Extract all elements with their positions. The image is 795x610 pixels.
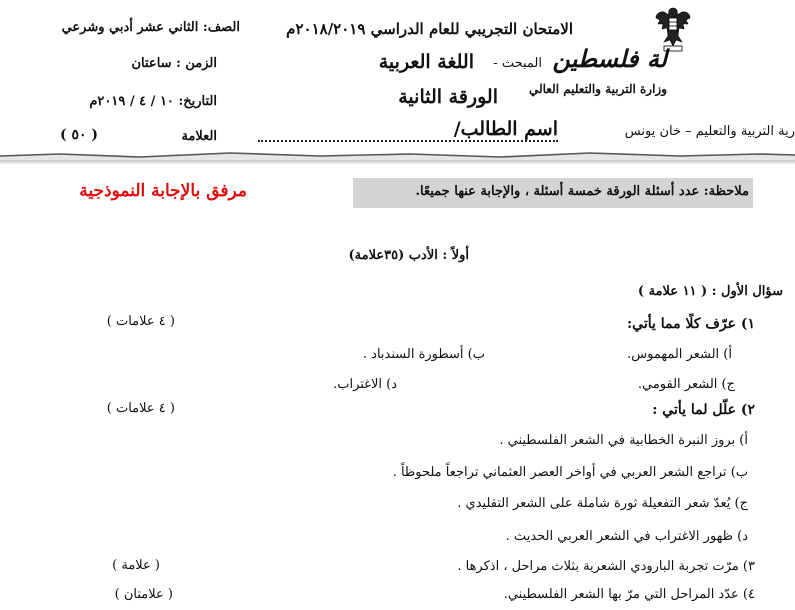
item3-marks: ( علامة ) [112,558,160,573]
item2-reason-a: أ) بروز النبرة الخطابية في الشعر الفلسطيني . [499,433,748,448]
item1-def-b: ب) أسطورة السندباد . [362,347,485,362]
student-name-field[interactable] [258,126,558,142]
item1-def-d: د) الاغتراب. [333,377,397,392]
item4-title: ٤) عدّد المراحل التي مرّ بها الشعر الفلسطيني. [503,587,755,602]
mark-label: العلامة [181,129,217,144]
subject-value: اللغة العربية [378,51,474,73]
class-line: الصف: الثاني عشر أدبي وشرعي [61,20,240,35]
section-title: أولاً : الأدب (٣٥علامة) [348,248,469,263]
item2-reason-b: ب) تراجع الشعر العربي في أواخر العصر العثماني تراجعاً ملحوظاً . [392,465,748,480]
question1-title: سؤال الأول : ( ١١ علامة ) [637,284,783,299]
item2-reason-d: د) ظهور الاغتراب في الشعر العربي الحديث . [505,529,748,544]
item1-title: ١) عرّف كلًا مما يأتي: [626,316,755,332]
item1-marks: ( ٤ علامات ) [106,314,175,329]
directorate-name: رية التربية والتعليم – خان يونس [624,124,795,139]
item1-def-a: أ) الشعر المهموس. [627,347,732,362]
student-name-label: اسم الطالب/ [453,118,558,140]
item4-marks: ( علامتان ) [114,587,173,602]
item2-reason-c: ج) يُعدّ شعر التفعيلة ثورة شاملة على الشعر التقليدي . [457,496,748,511]
note-text: ملاحظة: عدد أسئلة الورقة خمسة أسئلة ، والإجابة عنها جميعًا. [415,184,749,199]
item2-title: ٢) علّل لما يأتي : [652,402,755,418]
torn-edge-divider [0,150,795,164]
paper-number: الورقة الثانية [398,86,498,108]
mark-value: ( ٥٠ ) [60,127,99,143]
ministry-name: وزارة التربية والتعليم العالي [528,82,667,96]
model-answer-flag: مرفق بالإجابة النموذجية [79,181,247,201]
item1-def-c: ج) الشعر القومي. [637,377,735,392]
time-line: الزمن : ساعتان [131,56,217,71]
item2-marks: ( ٤ علامات ) [106,401,175,416]
state-name: لة فلسطين [552,44,667,73]
date-line: التاريخ: ١٠ / ٤ / ٢٠١٩م [89,94,217,109]
subject-label: المبحث - [493,56,542,71]
item3-title: ٣) مرّت تجربة البارودي الشعرية بثلاث مراحل ، اذكرها . [457,559,755,574]
exam-title: الامتحان التجريبي للعام الدراسي ٢٠١٨/٢٠١٩م [286,20,573,38]
